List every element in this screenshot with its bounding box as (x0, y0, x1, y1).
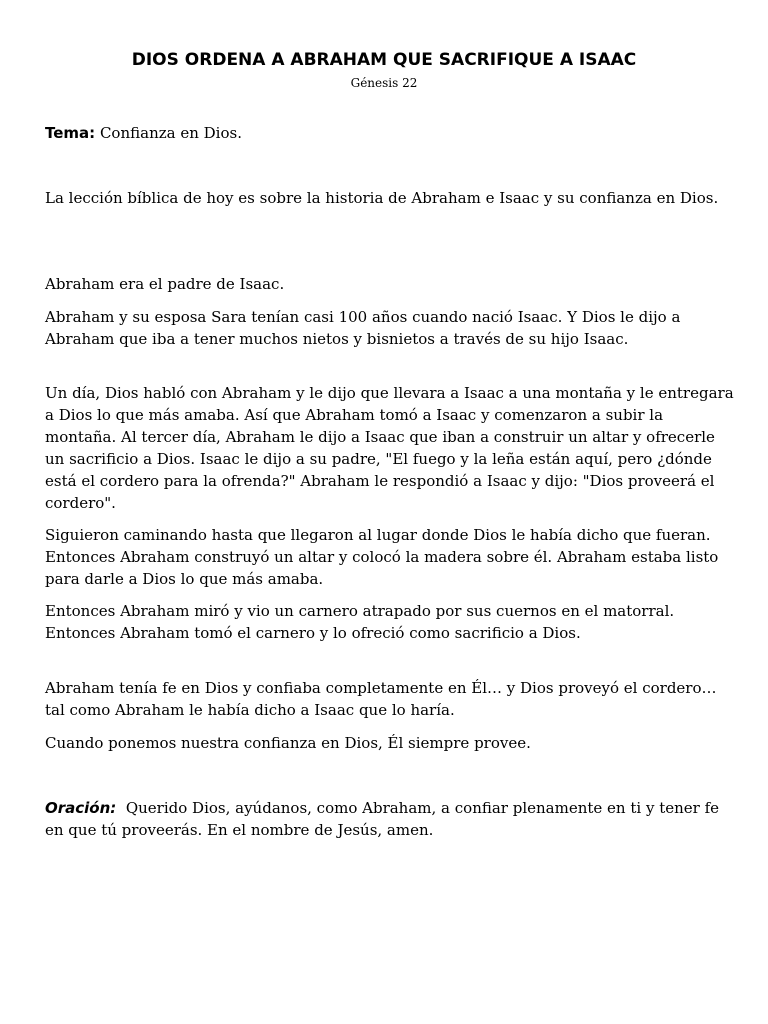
document-title: DIOS ORDENA A ABRAHAM QUE SACRIFIQUE A ISAAC (131, 50, 637, 70)
tema-line (45, 122, 735, 144)
paragraph-2: Abraham y su esposa Sara tenían casi 100 años cuando nació Isaac. Y Dios le dijo a Abraham que iba a tener muchos nietos y bisnietos a través de su hijo Isaac. (45, 308, 681, 348)
paragraph-intro: La lección bíblica de hoy es sobre la historia de Abraham e Isaac y su confianza en Dios. (45, 189, 719, 207)
paragraph-6: Abraham tenía fe en Dios y confiaba completamente en Él… y Dios proveyó el cordero… tal como Abraham le había dicho a Isaac que lo haría. (45, 679, 717, 719)
oracion-label: Oración: (45, 799, 117, 817)
paragraph-7: Cuando ponemos nuestra confianza en Dios, Él siempre provee. (45, 734, 531, 752)
tema-text: Confianza en Dios. (99, 124, 242, 142)
tema-label: Tema: (45, 124, 96, 142)
paragraph-1: Abraham era el padre de Isaac. (45, 275, 285, 293)
oracion-line (45, 797, 735, 841)
paragraph-5: Entonces Abraham miró y vio un carnero atrapado por sus cuernos en el matorral. Entonces Abraham tomó el carnero y lo ofreció como sacrificio a Dios. (45, 602, 675, 642)
document-subtitle: Génesis 22 (350, 76, 418, 90)
paragraph-4: Siguieron caminando hasta que llegaron al lugar donde Dios le había dicho que fueran. Entonces Abraham construyó un altar y colocó la madera sobre él. Abraham estaba listo para darle a Dios lo que más amaba. (45, 526, 719, 588)
oracion-text: Querido Dios, ayúdanos, como Abraham, a confiar plenamente en ti y tener fe en que tú proveerás. En el nombre de Jesús, amen. (45, 799, 720, 839)
paragraph-3: Un día, Dios habló con Abraham y le dijo que llevara a Isaac a una montaña y le entregara a Dios lo que más amaba. Así que Abraham tomó a Isaac y comenzaron a subir la montaña. Al tercer día, Abraham le dijo a Isaac que iban a construir un altar y ofrecerle un sacrificio a Dios. Isaac le dijo a su padre, "El fuego y la leña están aquí, pero ¿dónde está el cordero para la ofrenda?" Abraham le respondió a Isaac y dijo: "Dios proveerá el cordero". (45, 384, 734, 512)
